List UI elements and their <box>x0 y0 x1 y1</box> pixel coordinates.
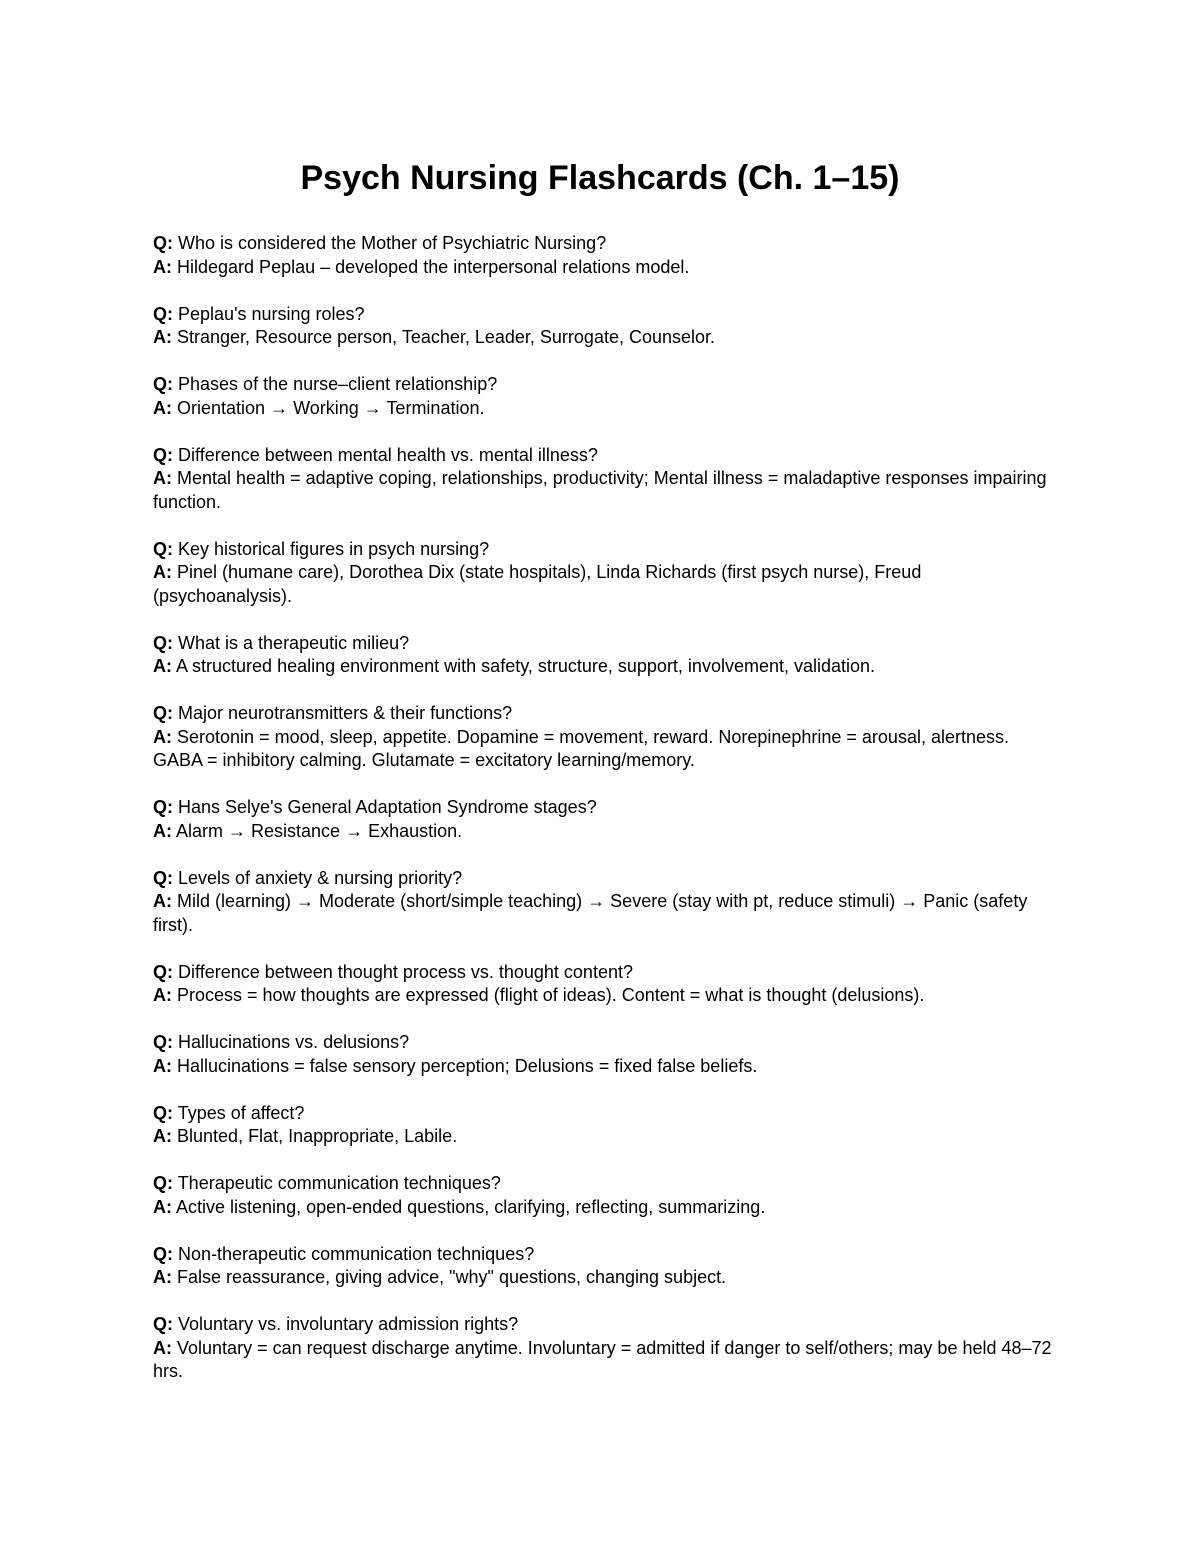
answer-line <box>153 890 1053 937</box>
flashcard <box>153 1031 1053 1078</box>
flashcard-list <box>153 232 1053 1407</box>
answer-line <box>153 561 1053 608</box>
flashcard <box>153 702 1053 773</box>
answer-text: Serotonin = mood, sleep, appetite. Dopamine = movement, reward. Norepinephrine = arousal, alertness. GABA = inhibitory calming. Glutamate = excitatory learning/memory. <box>153 726 1009 770</box>
answer-line <box>153 1196 1053 1220</box>
question-label: Q: <box>153 1314 173 1334</box>
answer-text: Voluntary = can request discharge anytime. Involuntary = admitted if danger to self/others; may be held 48–72 hrs. <box>153 1337 1052 1381</box>
question-label: Q: <box>153 867 173 888</box>
answer-line <box>153 1055 1053 1079</box>
answer-label: A: <box>153 985 172 1005</box>
answer-line <box>153 256 1053 280</box>
question-label: Q: <box>153 1243 173 1264</box>
question-label: Q: <box>153 961 173 982</box>
flashcard <box>153 373 1053 420</box>
question-label: Q: <box>153 797 173 817</box>
answer-label: A: <box>153 1337 172 1358</box>
answer-text: False reassurance, giving advice, "why" questions, changing subject. <box>177 1267 727 1287</box>
question-label: Q: <box>153 374 173 394</box>
flashcard <box>153 961 1053 1008</box>
answer-line <box>153 820 1053 844</box>
answer-line <box>153 726 1053 773</box>
question-line <box>153 303 1053 327</box>
question-text: Difference between thought process vs. thought content? <box>178 961 633 982</box>
question-text: Hans Selye's General Adaptation Syndrome stages? <box>178 797 597 817</box>
question-text: Difference between mental health vs. mental illness? <box>178 444 598 465</box>
answer-text: Hallucinations = false sensory perception; Delusions = fixed false beliefs. <box>177 1055 758 1076</box>
answer-label: A: <box>153 1196 172 1217</box>
answer-label: A: <box>153 656 172 676</box>
answer-text: Blunted, Flat, Inappropriate, Labile. <box>177 1126 458 1146</box>
answer-label: A: <box>153 891 172 911</box>
answer-text: Process = how thoughts are expressed (flight of ideas). Content = what is thought (delusions). <box>177 985 925 1005</box>
flashcard <box>153 1313 1053 1384</box>
question-text: Types of affect? <box>177 1102 305 1123</box>
answer-label: A: <box>153 1055 172 1076</box>
flashcard <box>153 1102 1053 1149</box>
answer-label: A: <box>153 397 172 418</box>
question-label: Q: <box>153 632 173 653</box>
question-label: Q: <box>153 1102 173 1123</box>
flashcard <box>153 867 1053 938</box>
answer-text: Mental health = adaptive coping, relationships, productivity; Mental illness = maladaptive responses impairing function. <box>153 468 1047 512</box>
question-line <box>153 1313 1053 1337</box>
answer-label: A: <box>153 468 172 488</box>
question-text: Peplau's nursing roles? <box>178 303 365 324</box>
question-label: Q: <box>153 444 173 465</box>
question-line <box>153 232 1053 256</box>
question-line <box>153 538 1053 562</box>
question-text: Therapeutic communication techniques? <box>177 1173 501 1193</box>
answer-text: Orientation → Working → Termination. <box>177 397 485 418</box>
answer-line <box>153 467 1053 514</box>
question-line <box>153 1031 1053 1055</box>
question-label: Q: <box>153 538 173 559</box>
question-line <box>153 444 1053 468</box>
answer-text: Hildegard Peplau – developed the interpersonal relations model. <box>177 256 690 277</box>
answer-line <box>153 1337 1053 1384</box>
question-text: Phases of the nurse–client relationship? <box>178 374 498 394</box>
answer-line <box>153 655 1053 679</box>
question-label: Q: <box>153 1173 173 1193</box>
flashcard <box>153 1172 1053 1219</box>
answer-label: A: <box>153 562 172 582</box>
question-text: Key historical figures in psych nursing? <box>178 538 490 559</box>
answer-label: A: <box>153 1126 172 1146</box>
question-text: Who is considered the Mother of Psychiatric Nursing? <box>178 233 607 253</box>
flashcard <box>153 232 1053 279</box>
question-text: Hallucinations vs. delusions? <box>178 1032 410 1052</box>
question-label: Q: <box>153 233 173 253</box>
question-line <box>153 1102 1053 1126</box>
question-line <box>153 702 1053 726</box>
answer-line <box>153 326 1053 350</box>
answer-label: A: <box>153 820 172 841</box>
answer-text: A structured healing environment with safety, structure, support, involvement, validation. <box>176 656 876 676</box>
answer-label: A: <box>153 726 172 747</box>
question-text: Voluntary vs. involuntary admission rights? <box>178 1314 519 1334</box>
question-label: Q: <box>153 1032 173 1052</box>
question-line <box>153 632 1053 656</box>
question-line <box>153 1243 1053 1267</box>
answer-line <box>153 1266 1053 1290</box>
answer-text: Alarm → Resistance → Exhaustion. <box>176 820 463 841</box>
answer-line <box>153 984 1053 1008</box>
flashcard <box>153 538 1053 609</box>
answer-text: Stranger, Resource person, Teacher, Leader, Surrogate, Counselor. <box>177 327 716 347</box>
flashcard <box>153 444 1053 515</box>
question-line <box>153 867 1053 891</box>
flashcard <box>153 303 1053 350</box>
answer-label: A: <box>153 327 172 347</box>
question-line <box>153 373 1053 397</box>
question-text: What is a therapeutic milieu? <box>178 632 410 653</box>
question-text: Non-therapeutic communication techniques? <box>178 1243 535 1264</box>
page-title: Psych Nursing Flashcards (Ch. 1–15) <box>300 159 900 197</box>
answer-line <box>153 1125 1053 1149</box>
question-line <box>153 796 1053 820</box>
question-label: Q: <box>153 703 173 723</box>
question-line <box>153 1172 1053 1196</box>
answer-label: A: <box>153 1267 172 1287</box>
flashcard <box>153 796 1053 843</box>
question-label: Q: <box>153 303 173 324</box>
answer-text: Mild (learning) → Moderate (short/simple teaching) → Severe (stay with pt, reduce stimuli) → Panic (safety first). <box>153 891 1028 935</box>
flashcard <box>153 632 1053 679</box>
answer-text: Active listening, open-ended questions, clarifying, reflecting, summarizing. <box>176 1196 766 1217</box>
answer-text: Pinel (humane care), Dorothea Dix (state hospitals), Linda Richards (first psych nurse), Freud (psychoanalysis). <box>153 562 922 606</box>
answer-label: A: <box>153 256 172 277</box>
flashcard <box>153 1243 1053 1290</box>
question-text: Levels of anxiety & nursing priority? <box>178 867 463 888</box>
question-text: Major neurotransmitters & their functions? <box>178 703 513 723</box>
question-line <box>153 961 1053 985</box>
answer-line <box>153 397 1053 421</box>
